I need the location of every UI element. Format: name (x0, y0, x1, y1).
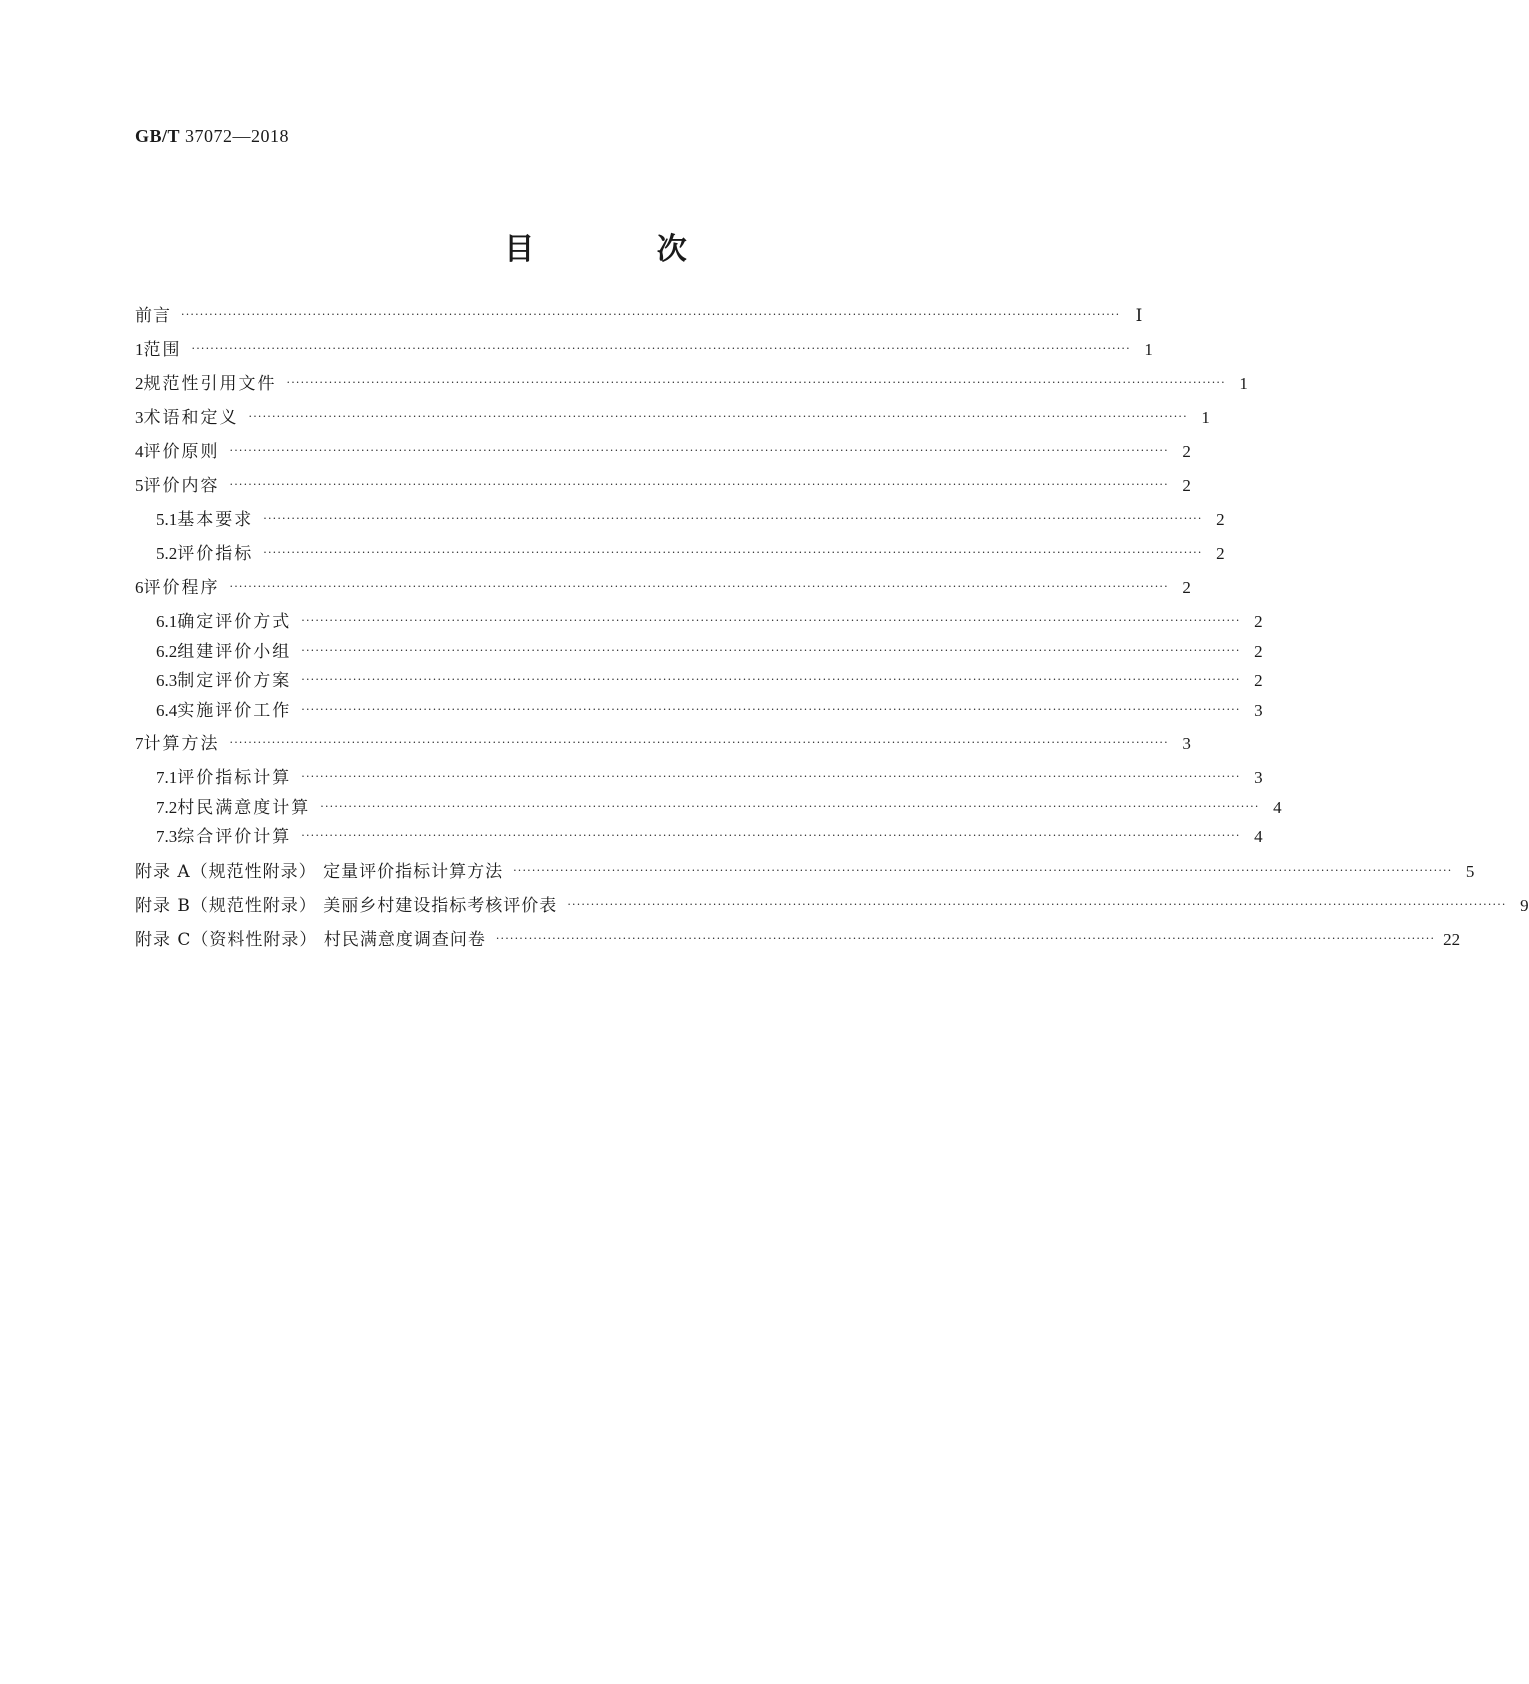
toc-entry[interactable] (135, 575, 1191, 601)
toc-entry-page: 2 (1216, 510, 1225, 529)
toc-dot-leader: ········································································································································································································ (263, 512, 1203, 525)
toc-entry-number: 5.2 (156, 544, 178, 563)
toc-entry-title: 评价程序 (143, 578, 220, 598)
toc-entry[interactable] (135, 439, 1191, 465)
toc-entry[interactable] (156, 698, 1263, 724)
toc-entry-page: 2 (1254, 612, 1263, 631)
toc-dot-leader: ········································································································································································································ (495, 932, 1436, 945)
toc-entry-page: 2 (1182, 476, 1191, 495)
toc-dot-leader: ········································································································································································································ (301, 770, 1241, 783)
toc-entry[interactable] (135, 337, 1153, 363)
toc-entry-title: 评价内容 (143, 476, 220, 496)
toc-dot-leader: ········································································································································································································ (567, 898, 1507, 911)
toc-entry[interactable] (135, 371, 1248, 397)
toc-entry-title: 规范性引用文件 (143, 374, 277, 394)
toc-entry-number: 6.3 (156, 671, 178, 690)
toc-entry-page: 5 (1465, 862, 1475, 881)
toc-entry-page: 22 (1443, 930, 1461, 949)
toc-entry-page: 2 (1182, 442, 1191, 461)
toc-entry-title: 评价指标计算 (177, 768, 292, 788)
toc-entry-page: 3 (1182, 734, 1191, 753)
toc-title: 目 次 (504, 232, 743, 267)
toc-dot-leader: ········································································································································································································ (320, 800, 1260, 813)
toc-entry-number: 5.1 (156, 510, 178, 529)
toc-entry-number: 6.1 (156, 612, 178, 631)
toc-entry-page: 1 (1239, 374, 1248, 393)
toc-entry[interactable] (156, 609, 1263, 635)
toc-entry-page: 2 (1182, 578, 1191, 597)
toc-entry[interactable] (135, 473, 1191, 499)
toc-entry-title: 基本要求 (177, 510, 254, 530)
toc-entry-number: 2 (135, 374, 144, 393)
toc-entry-page: 3 (1254, 701, 1263, 720)
toc-dot-leader: ········································································································································································································ (229, 444, 1169, 457)
toc-entry[interactable] (135, 731, 1191, 757)
toc-entry-number: 6.4 (156, 701, 178, 720)
toc-entry-title: 范围 (143, 340, 182, 360)
toc-entry[interactable] (135, 303, 1143, 329)
toc-entry-page: 4 (1273, 798, 1282, 817)
standard-prefix: GB/T (135, 126, 181, 146)
toc-entry-title: 综合评价计算 (177, 827, 292, 847)
toc-entry[interactable] (156, 795, 1282, 821)
toc-dot-leader: ········································································································································································································ (301, 829, 1241, 842)
toc-entry-title: 实施评价工作 (177, 701, 292, 721)
toc-entry-title: 制定评价方案 (177, 671, 292, 691)
table-of-contents (135, 0, 1529, 1100)
toc-entry-title: 确定评价方式 (177, 612, 292, 632)
toc-entry-title: 评价指标 (177, 544, 254, 564)
toc-entry-page: 4 (1254, 827, 1263, 846)
toc-dot-leader: ········································································································································································································ (229, 580, 1169, 593)
toc-entry-title: 术语和定义 (143, 408, 239, 428)
toc-entry[interactable] (135, 927, 1461, 953)
toc-entry-number: 3 (135, 408, 144, 427)
toc-dot-leader: ········································································································································································································ (229, 736, 1169, 749)
toc-entry[interactable] (135, 405, 1210, 431)
toc-entry-page: 2 (1254, 671, 1263, 690)
toc-entry-page: Ⅰ (1135, 306, 1143, 325)
toc-dot-leader: ········································································································································································································ (301, 614, 1241, 627)
toc-entry-title: 评价原则 (143, 442, 220, 462)
toc-entry[interactable] (156, 668, 1263, 694)
toc-entry-title: 前言 (135, 306, 171, 326)
toc-entry[interactable] (156, 541, 1225, 567)
toc-entry-number: 4 (135, 442, 144, 461)
toc-entry-page: 3 (1254, 768, 1263, 787)
toc-entry-title: 组建评价小组 (177, 642, 292, 662)
toc-entry-number: 1 (135, 340, 144, 359)
toc-entry-number: 7 (135, 734, 144, 753)
toc-dot-leader: ········································································································································································································ (301, 644, 1241, 657)
toc-entry-number: 6.2 (156, 642, 178, 661)
toc-entry-number: 6 (135, 578, 144, 597)
toc-entry[interactable] (135, 859, 1475, 885)
toc-entry-title: 附录 A（规范性附录） 定量评价指标计算方法 (135, 862, 504, 882)
toc-dot-leader: ········································································································································································································ (301, 703, 1241, 716)
toc-entry-title: 附录 C（资料性附录） 村民满意度调查问卷 (135, 930, 486, 950)
toc-entry-page: 9 (1520, 896, 1529, 915)
toc-dot-leader: ········································································································································································································ (513, 864, 1453, 877)
toc-entry-number: 7.2 (156, 798, 178, 817)
toc-dot-leader: ········································································································································································································ (263, 546, 1203, 559)
toc-entry-title: 附录 B（规范性附录） 美丽乡村建设指标考核评价表 (135, 896, 558, 916)
toc-entry-page: 1 (1144, 340, 1153, 359)
toc-entry[interactable] (156, 765, 1263, 791)
toc-entry-number: 7.1 (156, 768, 178, 787)
standard-number: 37072—2018 (185, 126, 290, 146)
toc-entry[interactable] (135, 893, 1529, 919)
toc-entry-page: 1 (1201, 408, 1210, 427)
toc-entry-title: 村民满意度计算 (177, 798, 311, 818)
toc-entry[interactable] (156, 824, 1263, 850)
toc-dot-leader: ········································································································································································································ (286, 376, 1226, 389)
toc-entry-title: 计算方法 (143, 734, 220, 754)
toc-dot-leader: ········································································································································································································ (301, 673, 1241, 686)
toc-entry[interactable] (156, 639, 1263, 665)
toc-entry[interactable] (156, 507, 1225, 533)
toc-dot-leader: ········································································································································································································ (181, 308, 1121, 321)
toc-entry-number: 7.3 (156, 827, 178, 846)
toc-dot-leader: ········································································································································································································ (229, 478, 1169, 491)
toc-dot-leader: ········································································································································································································ (191, 342, 1131, 355)
toc-entry-page: 2 (1216, 544, 1225, 563)
toc-dot-leader: ········································································································································································································ (248, 410, 1188, 423)
toc-entry-number: 5 (135, 476, 144, 495)
toc-entry-page: 2 (1254, 642, 1263, 661)
